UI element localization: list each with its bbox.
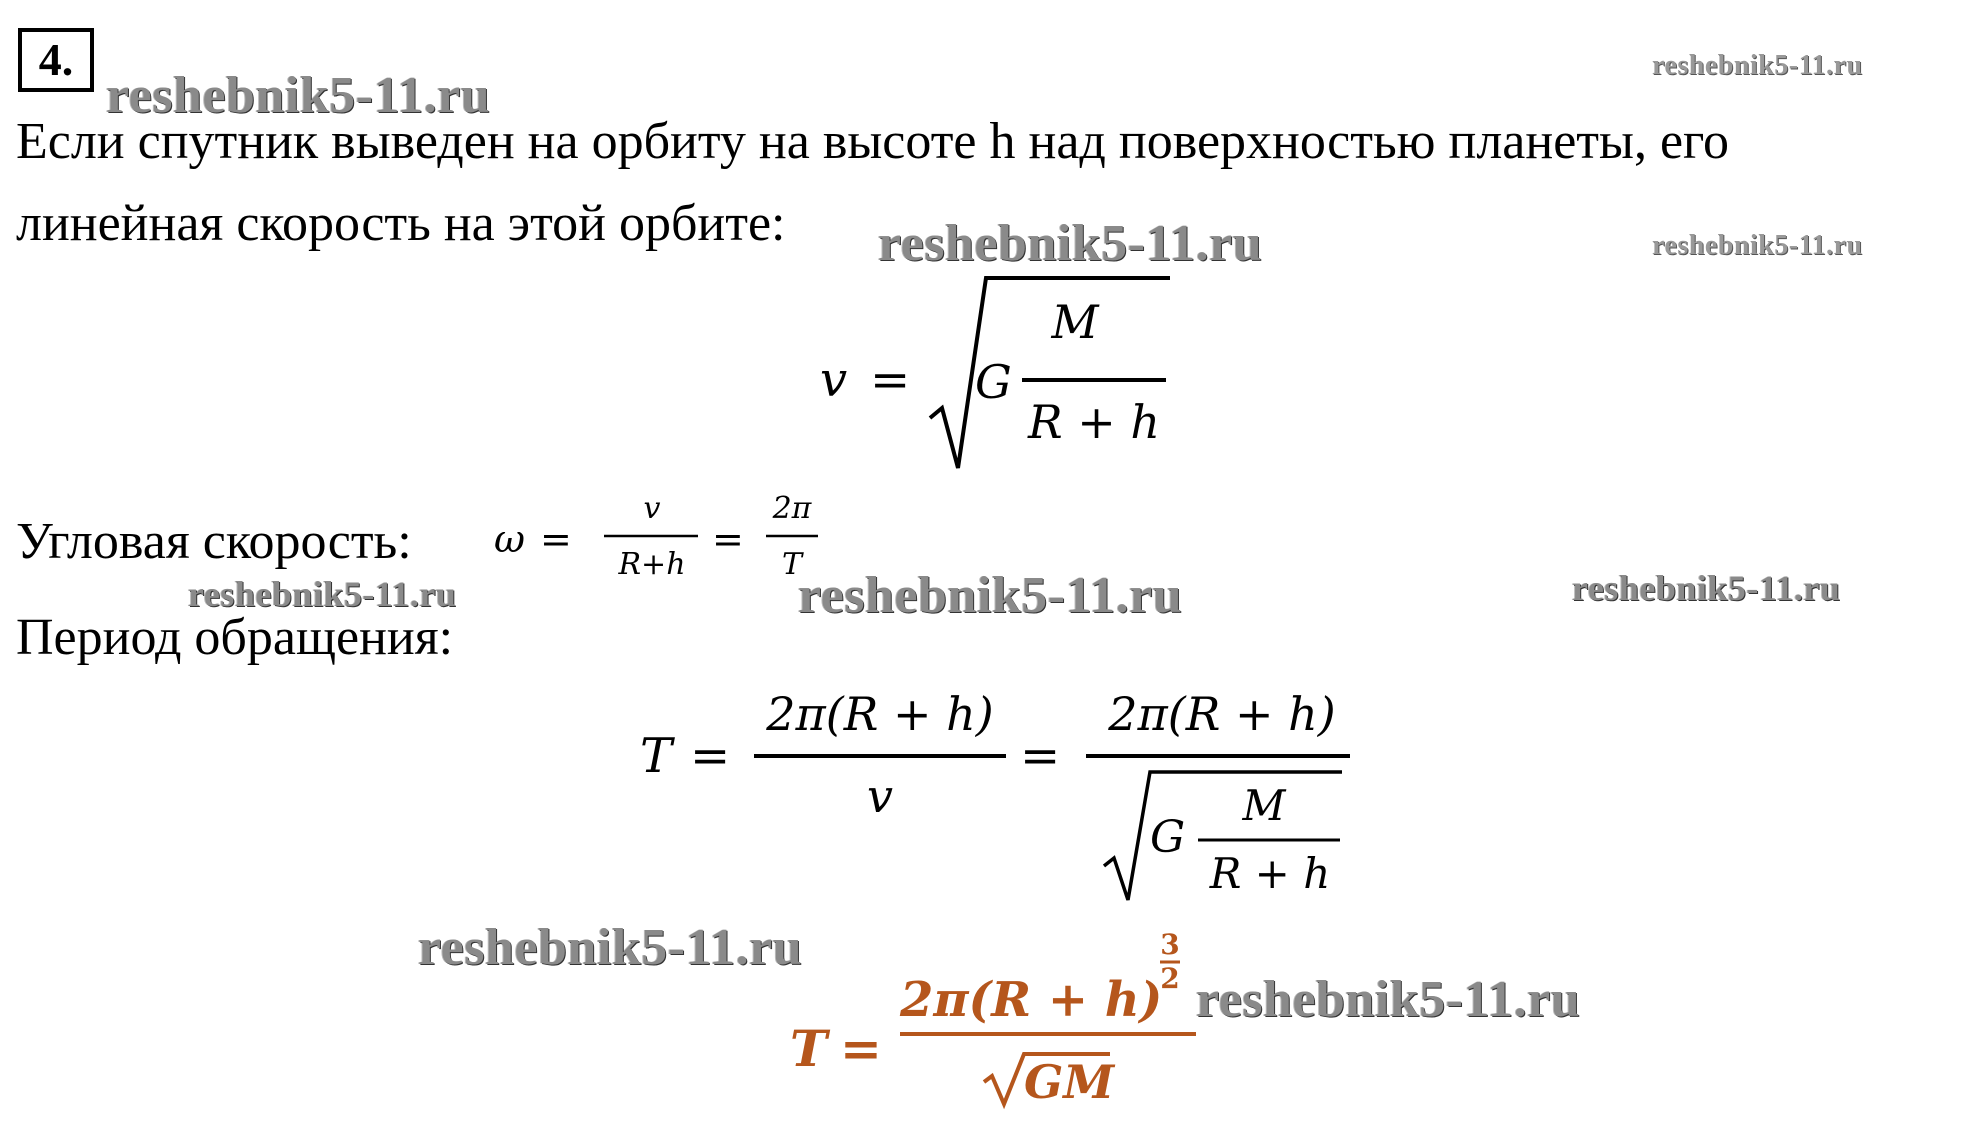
- fraction-numerator: 2π(R + h): [766, 687, 994, 741]
- equals-sign: =: [840, 1019, 882, 1078]
- watermark: reshebnik5-11.ru: [1652, 50, 1863, 81]
- equals-sign: =: [540, 517, 572, 561]
- fraction-denominator: v: [867, 769, 893, 823]
- result-formula: [770, 916, 1210, 1116]
- fraction-denominator: R+h: [618, 547, 686, 582]
- gravity-constant: G: [975, 355, 1012, 409]
- fraction-numerator: M: [1051, 295, 1099, 349]
- period-formula: [630, 680, 1370, 910]
- watermark: reshebnik5-11.ru: [188, 574, 457, 614]
- inner-denominator: R + h: [1209, 849, 1331, 898]
- problem-text-line-2: линейная скорость на этой орбите:: [16, 195, 786, 252]
- angular-velocity-label: Угловая скорость:: [16, 513, 412, 570]
- fraction-denominator: T: [781, 547, 803, 582]
- result-lhs: T: [790, 1019, 828, 1078]
- fraction-numerator: 2π(R + h): [1108, 687, 1336, 741]
- angular-velocity-formula: [484, 490, 864, 600]
- inner-numerator: M: [1242, 781, 1286, 830]
- equals-sign: =: [1020, 728, 1061, 784]
- result-numerator: 2π(R + h): [900, 972, 1163, 1028]
- watermark: reshebnik5-11.ru: [1652, 230, 1863, 261]
- omega-symbol: ω: [494, 517, 525, 561]
- watermark: reshebnik5-11.ru: [878, 215, 1263, 272]
- period-label: Период обращения:: [16, 609, 454, 666]
- fraction-numerator: v: [643, 491, 661, 526]
- exponent-numerator: 3: [1160, 928, 1180, 961]
- equals-sign: =: [870, 352, 911, 408]
- problem-text-line-1: Если спутник выведен на орбиту на высоте h над поверхностью планеты, его: [16, 113, 1730, 170]
- watermark: reshebnik5-11.ru: [106, 67, 491, 124]
- velocity-formula: [800, 268, 1200, 478]
- watermark: reshebnik5-11.ru: [798, 567, 1183, 624]
- result-denominator: GM: [1024, 1055, 1115, 1109]
- gravity-constant: G: [1150, 812, 1186, 863]
- fraction-denominator: R + h: [1027, 395, 1161, 449]
- fraction-numerator: 2π: [772, 491, 812, 526]
- equals-sign: =: [712, 517, 744, 561]
- equals-sign: =: [690, 728, 731, 784]
- problem-number: 4.: [18, 28, 94, 92]
- watermark: reshebnik5-11.ru: [1196, 971, 1581, 1028]
- period-lhs: T: [640, 728, 673, 784]
- watermark: reshebnik5-11.ru: [418, 919, 803, 976]
- velocity-lhs: v: [820, 352, 848, 408]
- exponent-denominator: 2: [1160, 962, 1180, 995]
- watermark: reshebnik5-11.ru: [1572, 568, 1841, 608]
